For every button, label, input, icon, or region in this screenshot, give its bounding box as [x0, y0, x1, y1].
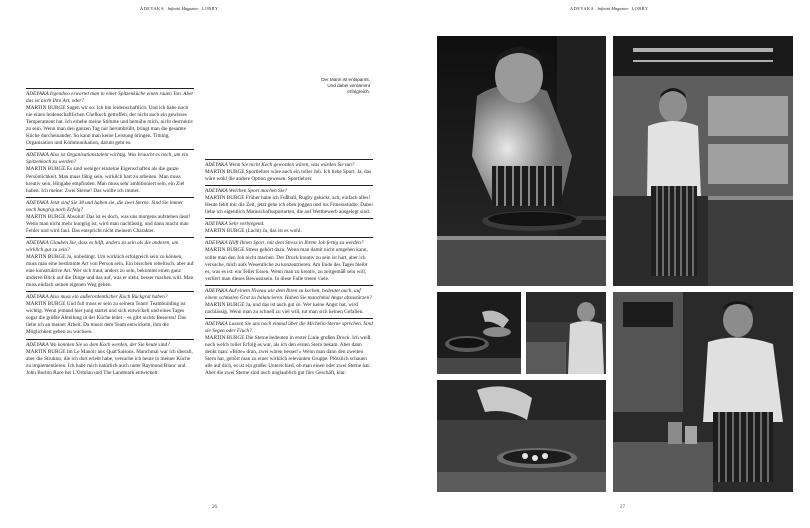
running-head-magazine: Infinitii Magazine: [167, 6, 199, 11]
photo-plating-dish: [437, 380, 606, 492]
interview-question: ADEYAKA Lassen Sie uns noch einmal über die Michelin-Sterne sprechen. Sind sie Segen oder Fluch?: [205, 320, 373, 334]
interview-answer: MARTIN BURGE Und full muss er sein zu seinem Team! Teambuilding ist wichtig. Wenn jemand hier jung startet und sich entwickelt und eines Tages sogar die größte Abteilung in der Küche leitet – es gibt nichts Besseres! Das liebe ich an meiner Arbeit. Da musst dem Team entwickeln, ihm die Möglichkeit geben zu wachsen.: [26, 301, 186, 336]
interview-answer: MARTIN BURGE (Lacht) Ja, das ist es wohl.: [205, 228, 302, 235]
photo-chef-plating-image: [437, 36, 606, 286]
interview-question: ADEYAKA Welchen Sport machen Sie?: [205, 188, 288, 195]
question-divider: [205, 237, 373, 238]
question-divider: [205, 218, 373, 219]
photo-chef-at-range: [613, 36, 793, 286]
interview-question: ADEYAKA Glauben Sie, dass es hilft, anders zu sein als die anderen, um wirklich gut zu sein?: [26, 239, 179, 253]
question-divider: [205, 159, 373, 160]
interview-answer: MARTIN BURGE Es sind weniger einzelne Eigenschaften als die ganze Persönlichkeit. Man muss fähig sein, wirklich hart zu arbeiten. Man muss kreativ sein. Hingabe empfinden. Man muss sehr ambitioniert sein, ein Ziel haben. Ich meine: Zwei Sterne! Das wollte ich immer.: [26, 166, 185, 194]
photo-caption: Der Mann ist entspannt. Und dabei verdammt erfolgreich.: [321, 77, 370, 94]
interview-question: ADEYAKA Irgendwo erwartet man in einer Spitzenküche einen rauen Ton. Aber das ist nicht Ihre Art, oder?: [26, 91, 194, 105]
interview-answer: MARTIN BURGE Ja, und das ist auch gut so. Wer keine Angst hat, wird nachlässig. Wenn man zu schnell zu viel will, tut man sich keinen Gefallen.: [205, 301, 364, 315]
photo-chef-plating: [437, 36, 606, 286]
photo-hands-pans-image: [437, 292, 521, 374]
question-divider: [205, 285, 373, 286]
interview-column-1: [26, 86, 194, 379]
question-divider: [26, 88, 194, 89]
photo-chef-at-range-image: [613, 36, 793, 286]
interview-question: ADEYAKA Wo konnten Sie so dem Koch werden, der Sie heute sind?: [26, 341, 170, 348]
question-divider: [205, 318, 373, 319]
running-head-brand: ADEYAKA: [570, 6, 595, 11]
running-head-right: [570, 6, 649, 11]
question-divider: [205, 185, 373, 186]
interview-answer: MARTIN BURGE Sportlehrer wäre auch ein toller Job. Ich liebe Sport. Ja, das wäre wohl die andere Option gewesen. Sportlehrer.: [205, 169, 372, 183]
interview-answer: MARTIN BURGE Stress gehört dazu. Wenn man damit nicht umgehen kann, sollte man den Job nicht machen. Der Druck kreativ zu sein ist hart, aber ich versuche, mich aufs Wesentliche zu konzentrieren. Am Ende des Tages bleibt es, was es ist: ein Teller Essen. Wenn man zu kreativ, zu zeitgemäß sein will, verliert man dieses Bewusstsein. In diese Falle treten viele.: [205, 247, 368, 282]
question-divider: [26, 339, 194, 340]
photo-plating-dish-image: [437, 380, 606, 492]
page-number-right: 27: [620, 505, 625, 510]
interview-question: ADEYAKA Hilft Ihnen Sport, mit dem Stress in Ihrem Job fertig zu werden?: [205, 240, 364, 247]
page-number-left: 26: [212, 505, 217, 510]
interview-question: ADEYAKA Wenn Sie nicht Koch geworden wären, was würden Sie tun?: [205, 162, 355, 168]
question-divider: [26, 237, 194, 238]
photo-hands-pans: [437, 292, 521, 374]
question-divider: [26, 197, 194, 198]
interview-question: ADEYAKA Sehr verbiegend.: [205, 221, 265, 228]
interview-answer: MARTIN BURGE Ja, unbedingt. Um wirklich erfolgreich sein zu können, muss man eine bestimmte Art von Person sein. Ein bisschen rebellisch, aber auf eine konstruktive Art. Wer sich traut, anders zu sein, bekommt einen ganz anderen Blick auf die Dinge und das auf, was er sieht, besser machen will. Man muss einfach seinen eigenen Weg gehen.: [26, 253, 194, 289]
question-divider: [26, 291, 194, 292]
running-head-section: LOBBY: [201, 6, 219, 11]
running-head-magazine: Infinitii Magazine: [597, 6, 629, 11]
interview-answer: MARTIN BURGE Die Sterne bedeuten in erster Linie großen Druck. Ich weiß noch welch toller Erfolg es war, als ich den ersten Stern bekam. Aber dann denkt man: »Bitte« dran, zwei wären besser!« Wenn man dann den zweiten Stern hat, gehört man zu einer wirklich relevanten Gruppe. Plötzlich schauen alle auf dich, es ist ein großer Unterschied, ob man einen oder zwei Sterne hat. Aber die zwei Sterne sind auch unglaublich gut fürs Geschäft, klar.: [205, 334, 371, 377]
photo-chef-kitchen: [526, 292, 606, 374]
photo-chef-kitchen-image: [526, 292, 606, 374]
interview-question: ADEYAKA Auf einem Niveau wie dem Ihren zu kochen, bedeutet auch, auf einem schmalen Grat zu balancieren. Haben Sie manchmal Angst abzustürzen?: [205, 287, 372, 301]
interview-answer: MARTIN BURGE Absolut! Das ist es doch, was uns morgens aufstehen lässt! Wenn man nicht mehr hungrig ist, wird man nachlässig, und dann macht man Fehler und wird faul. Das entspricht nicht meinem Charakter.: [26, 213, 191, 234]
question-divider: [26, 149, 194, 150]
interview-column-2: [205, 157, 373, 379]
interview-question: ADEYAKA Jetzt sind Sie 38 und haben sie, die zwei Sterne. Sind Sie immer noch hungrig nach Erfolg?: [26, 199, 184, 213]
running-head-brand: ADEYAKA: [140, 6, 165, 11]
interview-answer: MARTIN BURGE Sagen wir so: Ich bin leidenschaftlich. Und ich habe noch nie einen leidenschaftlichen Chefkoch getroffen, der nicht auch ein gewisses Temperament hat. Ich erhebe meine Stimme und bemühe mich, nicht destruktiv zu sein. Wenn man den ganzen Tag nur herumbrüllt, bringt man die gesamte Küche durcheinander. So kann man keine Leistung bringen. Timing, Organisation und Kommunikation, darum geht es.: [26, 105, 194, 147]
running-head-left: [140, 6, 219, 11]
interview-question: ADEYAKA Also ist Organisationstalent wichtig. Was braucht es noch, um ein Spitzenkoch zu werden?: [26, 152, 189, 166]
interview-answer: MARTIN BURGE Früher habe ich Fußball, Rugby gekickt, ach, einfach alles! Heute fehlt mir die Zeit, jetzt gehe ich eben joggen und ins Fitnessstudio. Dabei liebe ich eigentlich Mannschaftssportarten, die auf Wettbewerb ausgelegt sind.: [205, 195, 373, 216]
interview-question: ADEYAKA Also muss ein außerordentlicher Koch Rückgrat haben?: [26, 294, 168, 301]
interview-answer: MARTIN BURGE Im Le Manoir aux Quat'Saisons. Manchmal war ich überall, aber die Struktur, die ich dort erlebt habe, versuche ich heute in meiner Küche zu implementieren. Ich habe mich natürlich auch unter Raymond Blanc und John Burton Race bei L'Ortolan und The Landmark entwickelt.: [26, 348, 193, 376]
photo-chef-finishing-dish-image: [613, 292, 793, 492]
photo-chef-finishing-dish: [613, 292, 793, 492]
running-head-section: LOBBY: [631, 6, 649, 11]
right-page: [430, 0, 810, 528]
